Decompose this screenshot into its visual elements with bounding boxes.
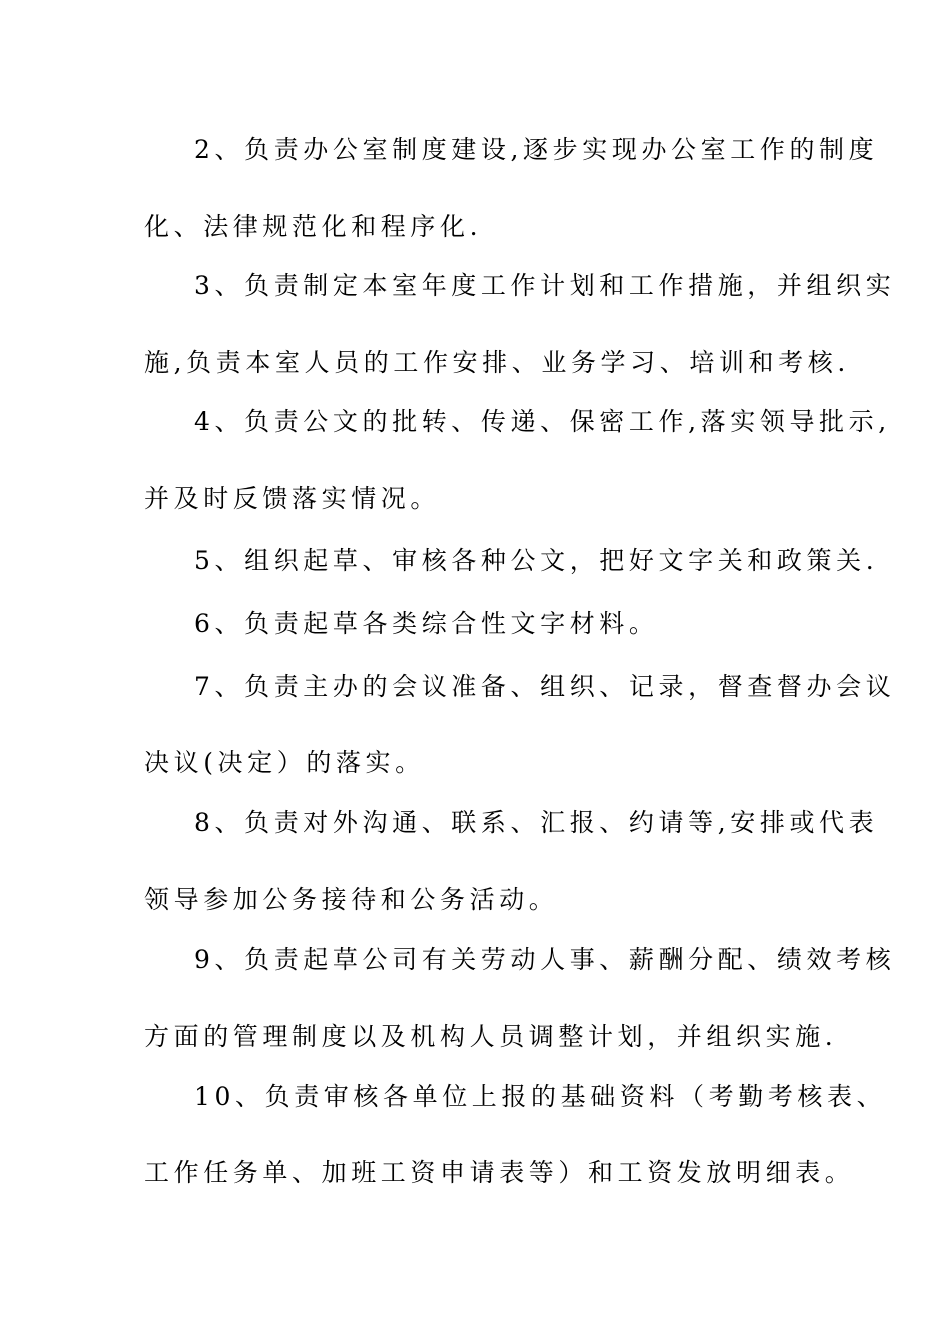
item-9-line-1: 9、负责起草公司有关劳动人事、薪酬分配、绩效考核 — [194, 945, 896, 974]
item-7-line-1: 7、负责主办的会议准备、组织、记录，督查督办会议 — [194, 672, 896, 701]
item-10-line-1: 10、负责审核各单位上报的基础资料（考勤考核表、 — [194, 1082, 887, 1111]
item-3-line-2: 施,负责本室人员的工作安排、业务学习、培训和考核. — [144, 348, 850, 377]
item-8-line-1: 8、负责对外沟通、联系、汇报、约请等,安排或代表 — [194, 808, 879, 837]
item-4-line-2: 并及时反馈落实情况。 — [144, 484, 441, 513]
item-2-line-1: 2、负责办公室制度建设,逐步实现办公室工作的制度 — [194, 135, 879, 164]
item-5-line-1: 5、组织起草、审核各种公文，把好文字关和政策关. — [194, 546, 879, 575]
item-6-line-1: 6、负责起草各类综合性文字材料。 — [194, 609, 659, 638]
item-3-line-1: 3、负责制定本室年度工作计划和工作措施，并组织实 — [194, 271, 896, 300]
item-4-line-1: 4、负责公文的批转、传递、保密工作,落实领导批示, — [194, 407, 891, 436]
item-10-line-2: 工作任务单、加班工资申请表等）和工资发放明细表。 — [144, 1158, 855, 1187]
item-9-line-2: 方面的管理制度以及机构人员调整计划，并组织实施. — [144, 1022, 838, 1051]
item-8-line-2: 领导参加公务接待和公务活动。 — [144, 885, 559, 914]
item-7-line-2: 决议(决定）的落实。 — [144, 748, 425, 777]
item-2-line-2: 化、法律规范化和程序化. — [144, 212, 483, 241]
